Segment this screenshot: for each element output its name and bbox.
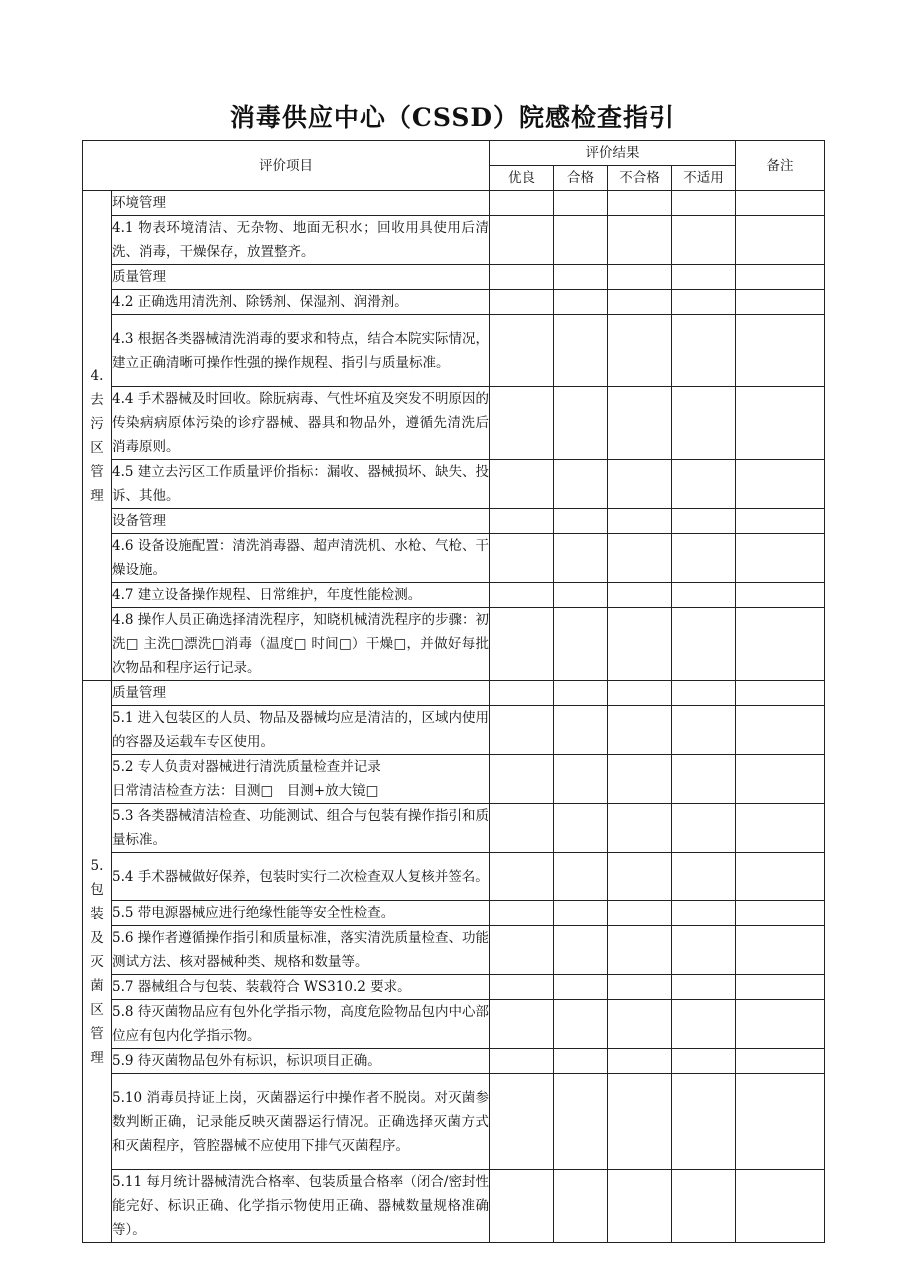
result-excellent-cell[interactable] [490, 926, 554, 975]
result-pass-cell[interactable] [554, 926, 608, 975]
result-excellent-cell[interactable] [490, 706, 554, 755]
result-na-cell[interactable] [672, 1000, 736, 1049]
result-excellent-cell[interactable] [490, 681, 554, 706]
result-na-cell[interactable] [672, 926, 736, 975]
result-na-cell[interactable] [672, 706, 736, 755]
page-title: 消毒供应中心（CSSD）院感检查指引 [229, 103, 676, 132]
table-row [83, 1170, 825, 1243]
item-text: 4.2 正确选用清洗剂、除锈剂、保湿剂、润滑剂。 [112, 290, 490, 315]
result-fail-cell[interactable] [608, 290, 672, 315]
result-pass-cell[interactable] [554, 1074, 608, 1170]
table-row [83, 509, 825, 534]
result-excellent-cell[interactable] [490, 191, 554, 216]
result-excellent-cell[interactable] [490, 387, 554, 460]
result-fail-cell[interactable] [608, 975, 672, 1000]
header-result: 评价结果 [490, 141, 736, 166]
result-pass-cell[interactable] [554, 975, 608, 1000]
header-col-na: 不适用 [672, 166, 736, 191]
result-pass-cell[interactable] [554, 534, 608, 583]
result-na-cell[interactable] [672, 853, 736, 901]
note-cell[interactable] [736, 1049, 825, 1074]
item-text: 5.10 消毒员持证上岗，灭菌器运行中操作者不脱岗。对灭菌参数判断正确，记录能反映灭菌器运行情况。正确选择灭菌方式和灭菌程序，管腔器械不应使用下排气灭菌程序。 [112, 1074, 490, 1170]
note-cell[interactable] [736, 1170, 825, 1243]
result-fail-cell[interactable] [608, 509, 672, 534]
item-text: 5.4 手术器械做好保养，包装时实行二次检查双人复核并签名。 [112, 853, 490, 901]
result-pass-cell[interactable] [554, 460, 608, 509]
result-pass-cell[interactable] [554, 387, 608, 460]
result-fail-cell[interactable] [608, 1000, 672, 1049]
table-row [83, 681, 825, 706]
note-cell[interactable] [736, 755, 825, 804]
table-row [83, 975, 825, 1000]
table-row [83, 534, 825, 583]
result-na-cell[interactable] [672, 975, 736, 1000]
item-text: 4.7 建立设备操作规程、日常维护，年度性能检测。 [112, 583, 490, 608]
group-label-cell [83, 681, 112, 1243]
note-cell[interactable] [736, 608, 825, 681]
note-cell[interactable] [736, 460, 825, 509]
header-item: 评价项目 [83, 141, 490, 191]
item-text: 环境管理 [112, 191, 490, 216]
item-text: 5.3 各类器械清洁检查、功能测试、组合与包装有操作指引和质量标准。 [112, 804, 490, 853]
result-excellent-cell[interactable] [490, 1074, 554, 1170]
table-row [83, 901, 825, 926]
note-cell[interactable] [736, 509, 825, 534]
result-excellent-cell[interactable] [490, 509, 554, 534]
result-na-cell[interactable] [672, 216, 736, 265]
table-row [83, 853, 825, 901]
table-row [83, 216, 825, 265]
result-pass-cell[interactable] [554, 583, 608, 608]
result-fail-cell[interactable] [608, 460, 672, 509]
note-cell[interactable] [736, 853, 825, 901]
result-pass-cell[interactable] [554, 853, 608, 901]
table-row [83, 265, 825, 290]
result-pass-cell[interactable] [554, 706, 608, 755]
result-excellent-cell[interactable] [490, 755, 554, 804]
result-pass-cell[interactable] [554, 509, 608, 534]
result-pass-cell[interactable] [554, 265, 608, 290]
note-cell[interactable] [736, 290, 825, 315]
item-text: 5.7 器械组合与包装、装载符合 WS310.2 要求。 [112, 975, 490, 1000]
result-na-cell[interactable] [672, 509, 736, 534]
table-row [83, 583, 825, 608]
result-excellent-cell[interactable] [490, 460, 554, 509]
result-na-cell[interactable] [672, 290, 736, 315]
table-row [83, 1000, 825, 1049]
item-text: 4.8 操作人员正确选择清洗程序，知晓机械清洗程序的步骤：初洗□ 主洗□漂洗□消毒（温度□ 时间□）干燥□，并做好每批次物品和程序运行记录。 [112, 608, 490, 681]
note-cell[interactable] [736, 265, 825, 290]
table-row [83, 608, 825, 681]
result-excellent-cell[interactable] [490, 804, 554, 853]
note-cell[interactable] [736, 804, 825, 853]
table-row [83, 387, 825, 460]
result-excellent-cell[interactable] [490, 1170, 554, 1243]
header-col-pass: 合格 [554, 166, 608, 191]
result-na-cell[interactable] [672, 804, 736, 853]
result-pass-cell[interactable] [554, 1000, 608, 1049]
result-na-cell[interactable] [672, 534, 736, 583]
result-fail-cell[interactable] [608, 534, 672, 583]
note-cell[interactable] [736, 315, 825, 387]
result-fail-cell[interactable] [608, 583, 672, 608]
result-na-cell[interactable] [672, 191, 736, 216]
result-fail-cell[interactable] [608, 191, 672, 216]
header-col-fail: 不合格 [608, 166, 672, 191]
result-na-cell[interactable] [672, 681, 736, 706]
result-na-cell[interactable] [672, 755, 736, 804]
note-cell[interactable] [736, 191, 825, 216]
result-excellent-cell[interactable] [490, 975, 554, 1000]
result-na-cell[interactable] [672, 583, 736, 608]
item-text: 5.11 每月统计器械清洗合格率、包装质量合格率（闭合/密封性能完好、标识正确、化学指示物使用正确、器械数量规格准确等）。 [112, 1170, 490, 1243]
result-fail-cell[interactable] [608, 265, 672, 290]
table-row [83, 1049, 825, 1074]
note-cell[interactable] [736, 1000, 825, 1049]
result-excellent-cell[interactable] [490, 315, 554, 387]
item-text: 5.8 待灭菌物品应有包外化学指示物，高度危险物品包内中心部位应有包内化学指示物。 [112, 1000, 490, 1049]
item-text: 5.1 进入包装区的人员、物品及器械均应是清洁的，区域内使用的容器及运载车专区使用。 [112, 706, 490, 755]
result-excellent-cell[interactable] [490, 901, 554, 926]
result-pass-cell[interactable] [554, 1170, 608, 1243]
result-excellent-cell[interactable] [490, 1000, 554, 1049]
table-row [83, 191, 825, 216]
table-row [83, 926, 825, 975]
table-row [83, 1074, 825, 1170]
result-fail-cell[interactable] [608, 315, 672, 387]
group-label: 5. 包 装 及 灭 菌 区 管 理 [90, 857, 104, 1066]
result-pass-cell[interactable] [554, 755, 608, 804]
result-fail-cell[interactable] [608, 216, 672, 265]
item-text: 4.4 手术器械及时回收。除朊病毒、气性坏疽及突发不明原因的传染病病原体污染的诊疗器械、器具和物品外，遵循先清洗后消毒原则。 [112, 387, 490, 460]
item-text: 4.1 物表环境清洁、无杂物、地面无积水；回收用具使用后清洗、消毒，干燥保存，放置整齐。 [112, 216, 490, 265]
result-na-cell[interactable] [672, 1170, 736, 1243]
result-excellent-cell[interactable] [490, 853, 554, 901]
result-na-cell[interactable] [672, 901, 736, 926]
result-fail-cell[interactable] [608, 1074, 672, 1170]
result-fail-cell[interactable] [608, 608, 672, 681]
result-pass-cell[interactable] [554, 191, 608, 216]
item-text: 5.9 待灭菌物品包外有标识，标识项目正确。 [112, 1049, 490, 1074]
item-text: 质量管理 [112, 681, 490, 706]
note-cell[interactable] [736, 975, 825, 1000]
result-fail-cell[interactable] [608, 926, 672, 975]
note-cell[interactable] [736, 926, 825, 975]
table-row [83, 315, 825, 387]
result-na-cell[interactable] [672, 315, 736, 387]
inspection-table [82, 140, 825, 1243]
note-cell[interactable] [736, 387, 825, 460]
result-pass-cell[interactable] [554, 1049, 608, 1074]
result-fail-cell[interactable] [608, 755, 672, 804]
result-fail-cell[interactable] [608, 387, 672, 460]
note-cell[interactable] [736, 216, 825, 265]
result-fail-cell[interactable] [608, 706, 672, 755]
item-text: 5.5 带电源器械应进行绝缘性能等安全性检查。 [112, 901, 490, 926]
result-excellent-cell[interactable] [490, 534, 554, 583]
result-pass-cell[interactable] [554, 216, 608, 265]
result-na-cell[interactable] [672, 608, 736, 681]
result-pass-cell[interactable] [554, 290, 608, 315]
result-fail-cell[interactable] [608, 901, 672, 926]
table-row [83, 804, 825, 853]
result-excellent-cell[interactable] [490, 216, 554, 265]
header-note: 备注 [736, 141, 825, 191]
note-cell[interactable] [736, 583, 825, 608]
note-cell[interactable] [736, 706, 825, 755]
result-na-cell[interactable] [672, 387, 736, 460]
result-excellent-cell[interactable] [490, 265, 554, 290]
result-pass-cell[interactable] [554, 315, 608, 387]
result-na-cell[interactable] [672, 265, 736, 290]
note-cell[interactable] [736, 534, 825, 583]
result-pass-cell[interactable] [554, 608, 608, 681]
item-text: 设备管理 [112, 509, 490, 534]
note-cell[interactable] [736, 681, 825, 706]
result-pass-cell[interactable] [554, 804, 608, 853]
group-label: 4. 去 污 区 管 理 [90, 367, 104, 504]
result-pass-cell[interactable] [554, 681, 608, 706]
result-excellent-cell[interactable] [490, 583, 554, 608]
item-text: 4.6 设备设施配置：清洗消毒器、超声清洗机、水枪、气枪、干燥设施。 [112, 534, 490, 583]
result-excellent-cell[interactable] [490, 290, 554, 315]
item-text: 质量管理 [112, 265, 490, 290]
result-na-cell[interactable] [672, 1074, 736, 1170]
result-na-cell[interactable] [672, 1049, 736, 1074]
item-text: 5.6 操作者遵循操作指引和质量标准，落实清洗质量检查、功能测试方法、核对器械种类、规格和数量等。 [112, 926, 490, 975]
table-row [83, 460, 825, 509]
result-na-cell[interactable] [672, 460, 736, 509]
result-excellent-cell[interactable] [490, 608, 554, 681]
item-text: 4.3 根据各类器械清洗消毒的要求和特点，结合本院实际情况，建立正确清晰可操作性强的操作规程、指引与质量标准。 [112, 315, 490, 387]
note-cell[interactable] [736, 1074, 825, 1170]
result-fail-cell[interactable] [608, 804, 672, 853]
table-row [83, 706, 825, 755]
result-fail-cell[interactable] [608, 1170, 672, 1243]
result-excellent-cell[interactable] [490, 1049, 554, 1074]
result-fail-cell[interactable] [608, 1049, 672, 1074]
item-text: 5.2 专人负责对器械进行清洗质量检查并记录 日常清洁检查方法：目测□ 目测+放大镜□ [112, 755, 490, 804]
item-text: 4.5 建立去污区工作质量评价指标：漏收、器械损坏、缺失、投诉、其他。 [112, 460, 490, 509]
header-col-excellent: 优良 [490, 166, 554, 191]
group-label-cell [83, 191, 112, 681]
result-pass-cell[interactable] [554, 901, 608, 926]
table-row [83, 755, 825, 804]
note-cell[interactable] [736, 901, 825, 926]
table-row [83, 290, 825, 315]
result-fail-cell[interactable] [608, 681, 672, 706]
result-fail-cell[interactable] [608, 853, 672, 901]
